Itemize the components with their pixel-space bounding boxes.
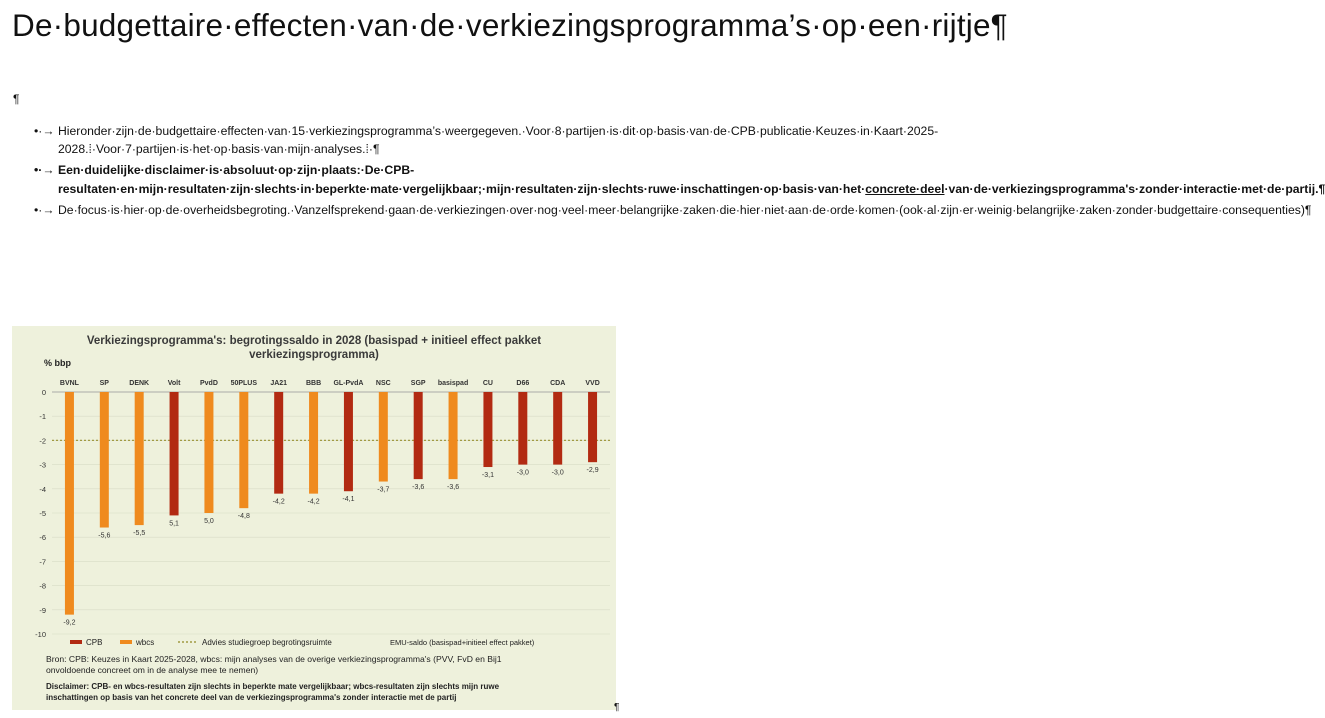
y-tick-label: -9 — [39, 605, 46, 615]
value-label: -3,6 — [412, 484, 425, 492]
end-paragraph-mark: ¶ — [614, 702, 620, 713]
category-label: JA21 — [270, 380, 288, 387]
chart-image — [12, 326, 616, 710]
source-note-line1: Bron: CPB: Keuzes in Kaart 2025-2028, wbcs: mijn analyses van de overige verkiezingsprogramma's (PVV, FvD en Bij1 — [46, 654, 502, 664]
value-label: -3,0 — [551, 469, 564, 477]
category-label: 50PLUS — [230, 380, 258, 387]
y-tick-label: -1 — [39, 412, 46, 422]
category-label: Volt — [167, 380, 181, 387]
category-label: PvdD — [199, 380, 218, 387]
bullet-list — [34, 122, 1325, 222]
bar-denk — [135, 392, 144, 525]
y-tick-label: -3 — [39, 460, 46, 470]
bar-pvdd — [204, 392, 213, 513]
value-label: -5,5 — [133, 530, 146, 538]
bullet-arrow-icon: •·→ — [34, 124, 55, 138]
bullet-item — [34, 201, 1312, 219]
underlined-text: concrete·deel — [865, 181, 945, 196]
value-label: -4,2 — [307, 498, 320, 506]
chart-title-line2: verkiezingsprogramma) — [249, 349, 379, 361]
value-label: 5,0 — [204, 518, 214, 525]
value-label: -5,6 — [98, 532, 111, 540]
bullet-text: De·focus·is·hier·op·de·overheidsbegroting.·Vanzelfsprekend·gaan·de·verkiezingen·over·nog·veel·meer·belangrijke·zaken·die·hier·niet·aan·de·orde·komen·(ook·al·zijn·er·weinig·belangrijke·zaken·zonder·budgettaire·consequenties)¶ — [58, 202, 1312, 217]
disclaimer-line2: inschattingen op basis van het concrete deel van de verkiezingsprogramma's zonder interactie met de partij — [46, 693, 457, 702]
category-label: CDA — [550, 380, 566, 387]
value-label: -2,9 — [586, 467, 599, 475]
category-label: BBB — [305, 380, 322, 387]
bullet-item — [34, 122, 939, 158]
y-axis-label: % bbp — [44, 358, 71, 368]
bullet-arrow-icon: •·→ — [34, 202, 55, 217]
value-label: -3,1 — [481, 472, 494, 480]
legend-cpb-swatch — [70, 640, 82, 644]
category-label: NSC — [375, 380, 391, 387]
bullet-text: ·van·de·verkiezingsprogramma's·zonder·interactie·met·de·partij.¶ — [944, 181, 1325, 196]
bar-d66 — [518, 392, 527, 465]
bullet-text: Een·duidelijke·disclaimer·is·absoluut·op·zijn·plaats:·De·CPB-resultaten·en·mijn·resultaten·zijn·slechts·in·beperkte·mate·vergelijkbaar;·mijn·resultaten·zijn·slechts·ruwe·inschattingen·op·basis·van·het· — [58, 163, 866, 196]
legend-emu-label: EMU-saldo (basispad+initieel effect pakket) — [390, 638, 535, 647]
document-title: De·budgettaire·effecten·van·de·verkiezingsprogramma’s·op·een·rijtje¶ — [12, 7, 1008, 43]
bullet-text: Hieronder·zijn·de·budgettaire·effecten·van·15·verkiezingsprogramma’s·weergegeven.·Voor·8·partijen·is·dit·op·basis·van·de·CPB·publicatie·Keuzes·in·Kaart·2025-2028.⁞·Voor·7·partijen·is·het·op·basis·van·mijn·analyses.⁞·¶ — [58, 124, 939, 157]
y-tick-label: -10 — [35, 630, 46, 639]
empty-paragraph-mark: ¶ — [13, 92, 20, 106]
category-label: BVNL — [59, 380, 79, 387]
y-tick-label: -4 — [39, 484, 46, 494]
value-label: -3,0 — [516, 469, 529, 477]
bar-basispad — [449, 392, 458, 479]
disclaimer-line1: Disclaimer: CPB- en wbcs-resultaten zijn slechts in beperkte mate vergelijkbaar; wbcs-resultaten zijn slechts mijn ruwe — [46, 682, 500, 691]
category-label: GL-PvdA — [333, 380, 364, 387]
category-label: CU — [482, 380, 493, 387]
bar-bvnl — [65, 392, 74, 615]
bullet-item — [34, 161, 1325, 197]
y-tick-label: -2 — [39, 436, 46, 446]
legend-wbcs-swatch — [120, 640, 132, 644]
bar-cda — [553, 392, 562, 465]
value-label: -4,2 — [272, 498, 285, 506]
category-label: DENK — [129, 380, 150, 387]
legend-wbcs-label: wbcs — [136, 638, 155, 647]
y-tick-label: 0 — [41, 388, 46, 397]
category-label: D66 — [516, 380, 530, 387]
value-label: -4,1 — [342, 496, 355, 504]
bar-volt — [170, 392, 179, 515]
bullet-arrow-icon: •·→ — [34, 163, 55, 178]
bar-ja21 — [274, 392, 283, 494]
source-note-line2: onvoldoende concreet om in de analyse mee te nemen) — [46, 665, 259, 675]
category-label: VVD — [585, 380, 600, 387]
value-label: -3,6 — [447, 484, 460, 492]
bar-sp — [100, 392, 109, 528]
value-label: -3,7 — [377, 486, 390, 494]
category-label: basispad — [437, 380, 469, 387]
legend-advies-label: Advies studiegroep begrotingsruimte — [202, 638, 332, 647]
y-tick-label: -5 — [39, 509, 46, 518]
bar-50plus — [239, 392, 248, 508]
value-label: 5,1 — [169, 520, 179, 528]
y-tick-label: -6 — [39, 533, 46, 543]
bar-cu — [483, 392, 492, 467]
category-label: SP — [99, 380, 109, 387]
legend-cpb-label: CPB — [86, 638, 103, 647]
chart-title-line1: Verkiezingsprogramma's: begrotingssaldo in 2028 (basispad + initieel effect pakket — [86, 335, 542, 347]
bar-nsc — [379, 392, 388, 482]
bar-gl-pvda — [344, 392, 353, 491]
budget-balance-chart — [12, 326, 616, 710]
y-tick-label: -7 — [39, 557, 46, 567]
value-label: -4,8 — [237, 513, 250, 521]
bar-bbb — [309, 392, 318, 494]
bar-vvd — [588, 392, 597, 462]
value-label: -9,2 — [63, 619, 76, 627]
bar-sgp — [414, 392, 423, 479]
y-tick-label: -8 — [39, 581, 46, 591]
category-label: SGP — [410, 380, 426, 387]
